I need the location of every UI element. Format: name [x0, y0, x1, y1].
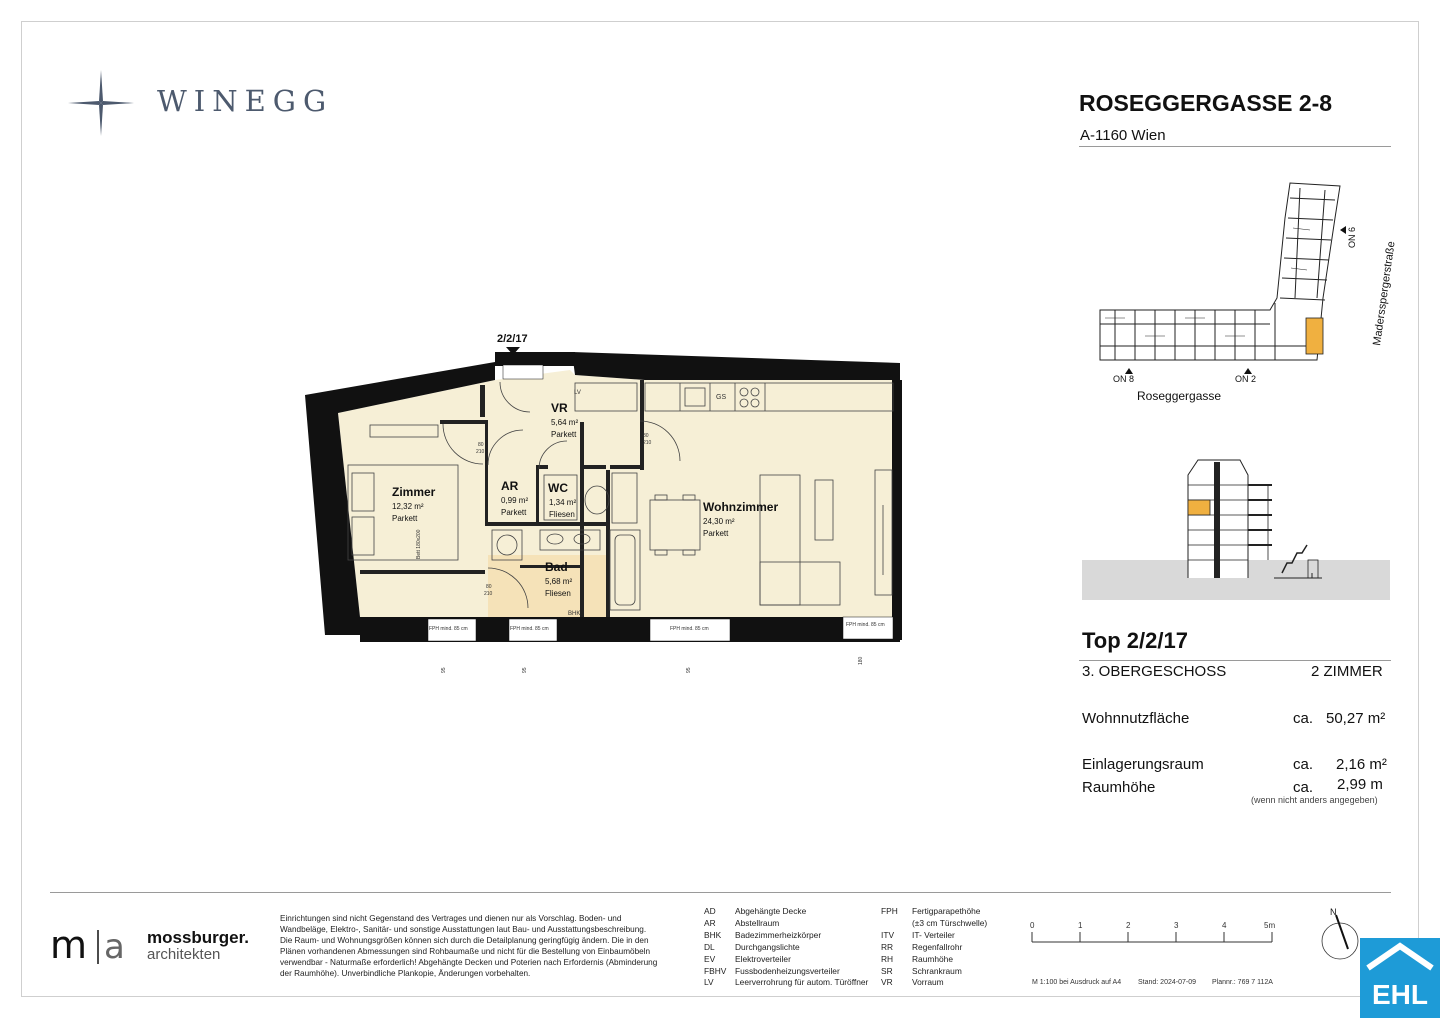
svg-text:a: a	[104, 927, 125, 967]
win-dim-1: 95	[441, 667, 447, 673]
legend-row: VR Vorraum	[881, 977, 944, 988]
area-prefix-height: ca.	[1293, 779, 1314, 796]
room-area-wohnzimmer: 24,30 m²	[703, 517, 735, 526]
lv-label: LV	[574, 390, 581, 396]
house-icon	[1360, 938, 1440, 1018]
room-name-vr: VR	[551, 401, 568, 415]
room-area-wc: 1,34 m²	[549, 498, 577, 507]
disclaimer: Einrichtungen sind nicht Gegenstand des Vertrages und dienen nur als Vorschlag. Boden- und Wandbeläge, Elektro-, Sanitär- und sonstige Ausstattungen laut Bau- und Ausstattungsbeschreibung. Die Raum- und Wohnungsgrößen können sich durch die Detailplanung geringfügig ändern. Die in den Plänen vorhandenen Abmessungen sind Rohbaumaße und nicht für die Bestellung von Einbaumöbeln verwendbar - Naturmaße erforderlich! Abgehängte Decken und Poterien nach Erfordernis (Abminderung der Raumhöhe). Unverbindliche Plankopie, Änderungen vorbehalten.	[280, 914, 658, 978]
room-name-ar: AR	[501, 479, 519, 493]
room-area-zimmer: 12,32 m²	[392, 502, 424, 511]
area-label-height: Raumhöhe	[1082, 779, 1156, 796]
door-width-1: 80	[478, 442, 484, 448]
room-name-zimmer: Zimmer	[392, 485, 436, 499]
room-area-bad: 5,68 m²	[545, 577, 573, 586]
win-dim-2: 95	[522, 667, 528, 673]
scale-tick-0: 0	[1030, 921, 1035, 930]
height-note: (wenn nicht anders angegeben)	[1251, 795, 1378, 805]
legend-row: BHK Badezimmerheizkörper	[704, 929, 822, 940]
legend-row: ITV IT- Verteiler	[881, 929, 955, 940]
scale-tick-5: 5m	[1264, 921, 1276, 930]
legend-right	[881, 906, 987, 989]
win-dim-3: 95	[686, 667, 692, 673]
area-value-height: 2,99 m	[1337, 776, 1383, 793]
legend-row: DL Durchgangslichte	[704, 941, 800, 952]
divider	[1079, 660, 1391, 661]
scale-bar	[1026, 918, 1286, 948]
unit-title: Top 2/2/17	[1082, 628, 1188, 653]
legend-row: RR Regenfallrohr	[881, 941, 963, 952]
scale-tick-3: 3	[1174, 921, 1179, 930]
brand-name: WINEGG	[157, 84, 334, 118]
room-name-wohnzimmer: Wohnzimmer	[703, 500, 779, 514]
entry-label: 2/2/17	[497, 333, 528, 345]
section-view	[1082, 455, 1392, 601]
door-height-3: 210	[643, 440, 652, 446]
room-finish-wohnzimmer: Parkett	[703, 529, 729, 538]
north-arrow-icon	[1320, 903, 1362, 965]
legend-row: RH Raumhöhe	[881, 953, 953, 964]
legend-row: SR Schrankraum	[881, 965, 962, 976]
fph-label-4: FPH mind. 85 cm	[846, 622, 885, 628]
area-label-storage: Einlagerungsraum	[1082, 756, 1204, 773]
unit-floor: 3. OBERGESCHOSS	[1082, 663, 1227, 680]
legend-row: (±3 cm Türschwelle)	[912, 917, 988, 928]
room-finish-zimmer: Parkett	[392, 514, 418, 523]
bed-label: Bett 180x200	[416, 529, 422, 559]
unit-rooms: 2 ZIMMER	[1311, 663, 1383, 680]
fph-label-1: FPH mind. 85 cm	[429, 626, 468, 632]
fph-label-2: FPH mind. 85 cm	[510, 626, 549, 632]
floor-plan	[300, 325, 910, 673]
architect-sub: architekten	[147, 946, 221, 963]
room-finish-ar: Parkett	[501, 508, 527, 517]
room-finish-vr: Parkett	[551, 430, 577, 439]
architect-name: mossburger.	[147, 928, 250, 947]
area-prefix-storage: ca.	[1293, 756, 1314, 773]
entrance-on2: ON 2	[1235, 374, 1257, 384]
compass-star-icon	[68, 70, 134, 136]
legend-row: FBHV Fussbodenheizungsverteiler	[704, 965, 840, 976]
room-name-bad: Bad	[545, 560, 568, 574]
architect-logo-icon	[50, 923, 132, 967]
street-right: Madersspergerstraße	[1371, 240, 1398, 347]
door-width-3: 80	[643, 433, 649, 439]
entrance-on8: ON 8	[1113, 374, 1135, 384]
door-height-2: 210	[484, 591, 493, 597]
room-area-ar: 0,99 m²	[501, 496, 529, 505]
date-note: Stand: 2024-07-09	[1138, 979, 1196, 986]
room-area-vr: 5,64 m²	[551, 418, 579, 427]
address-city: A-1160 Wien	[1080, 127, 1166, 144]
gs-label: GS	[716, 394, 727, 401]
agency-name: EHL	[1372, 979, 1428, 1010]
win-dim-4: 180	[858, 656, 864, 665]
street-bottom: Roseggergasse	[1137, 389, 1222, 403]
north-label: N	[1330, 907, 1337, 917]
door-height-1: 210	[476, 449, 485, 455]
area-label-living: Wohnnutzfläche	[1082, 710, 1190, 727]
room-finish-wc: Fliesen	[549, 510, 575, 519]
fph-label-3: FPH mind. 85 cm	[670, 626, 709, 632]
room-finish-bad: Fliesen	[545, 589, 571, 598]
area-prefix-living: ca.	[1293, 710, 1314, 727]
scale-tick-4: 4	[1222, 921, 1227, 930]
area-value-living: 50,27 m²	[1326, 710, 1386, 727]
legend-row: AR Abstellraum	[704, 917, 780, 928]
bhk-label: BHK	[568, 611, 581, 617]
agency-logo	[1360, 938, 1440, 1018]
site-plan	[1095, 178, 1398, 408]
legend-row: EV Elektroverteiler	[704, 953, 791, 964]
divider	[1079, 146, 1391, 147]
svg-text:m: m	[50, 923, 88, 967]
legend-row: FPH Fertigparapethöhe	[881, 906, 981, 916]
area-value-storage: 2,16 m²	[1336, 756, 1387, 773]
legend-row: AD Abgehängte Decke	[704, 906, 807, 916]
address-street: ROSEGGERGASSE 2-8	[1079, 90, 1333, 116]
legend-row: LV Leerverrohrung für autom. Türöffner	[704, 977, 869, 988]
scale-tick-1: 1	[1078, 921, 1083, 930]
scale-tick-2: 2	[1126, 921, 1131, 930]
plan-number: Plannr.: 769 7 112A	[1212, 979, 1273, 986]
footer-divider	[50, 892, 1391, 893]
entrance-on6: ON 6	[1347, 226, 1357, 248]
unit-highlight	[1306, 318, 1323, 354]
room-name-wc: WC	[548, 481, 568, 495]
scale-note: M 1:100 bei Ausdruck auf A4	[1032, 979, 1122, 986]
legend-left	[704, 906, 868, 989]
door-width-2: 80	[486, 584, 492, 590]
